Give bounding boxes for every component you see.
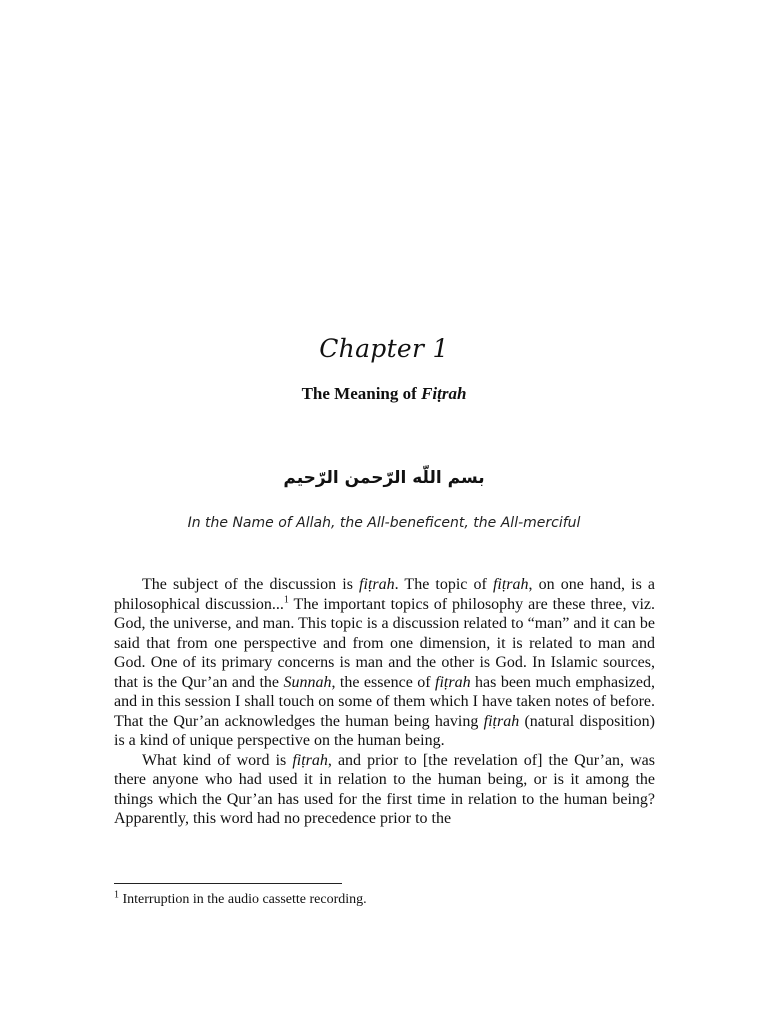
text-run: (natural disposition) is a kind of unique perspective on the human being.: [114, 712, 656, 749]
paragraph-2: [114, 751, 655, 829]
chapter-subtitle: [0, 384, 768, 404]
text-run: , on one hand, is a philosophical discussion...: [114, 576, 655, 613]
text-run: , the essence of: [331, 673, 436, 691]
text-run: The important topics of philosophy are these three, viz. God, the universe, and man. This topic is a discussion related to “man” and it can be said that from one perspective and from one dimension, it is related to man and God. One of its primary concerns is man and the other is God. In Islamic sources, that is the Qur’an and the: [114, 595, 655, 691]
basmala-translation: In the Name of Allah, the All-beneficent, the All-merciful: [187, 515, 581, 531]
italic-term: Sunnah: [283, 673, 332, 691]
footnote-number: 1: [114, 889, 119, 901]
text-run: The subject of the discussion is: [142, 576, 360, 593]
text-run: What kind of word is: [142, 751, 293, 769]
footnote-divider: [114, 883, 342, 884]
footnote-reference[interactable]: 1: [283, 594, 289, 606]
subtitle-prefix: The Meaning of: [301, 384, 422, 403]
italic-term: fiṭrah: [483, 712, 520, 730]
subtitle-term: Fiṭrah: [421, 384, 467, 403]
italic-term: fiṭrah: [435, 673, 471, 691]
text-run: , and prior to [the revelation of] the Qur’an, was there anyone who had used it in relation to the human being, or is it among the things which the Qur’an has used for the first time in relation to the human being? Apparently, this word had no precedence prior to the: [114, 751, 655, 827]
text-run: . The topic of: [394, 576, 493, 593]
basmala-arabic: بسم اللّه الرّحمن الرّحيم: [283, 468, 485, 488]
paragraph-1: [114, 575, 655, 751]
footnote: [114, 889, 655, 908]
body-text: [114, 575, 655, 829]
text-run: has been much emphasized, and in this session I shall touch on some of them which I have taken notes of before. That the Qur’an acknowledges the human being having: [114, 673, 656, 730]
footnote-text: Interruption in the audio cassette recording.: [119, 892, 367, 907]
italic-term: fiṭrah: [292, 751, 328, 769]
chapter-title: Chapter 1: [319, 334, 449, 363]
italic-term: fiṭrah: [359, 576, 395, 593]
italic-term: fiṭrah: [492, 576, 529, 593]
